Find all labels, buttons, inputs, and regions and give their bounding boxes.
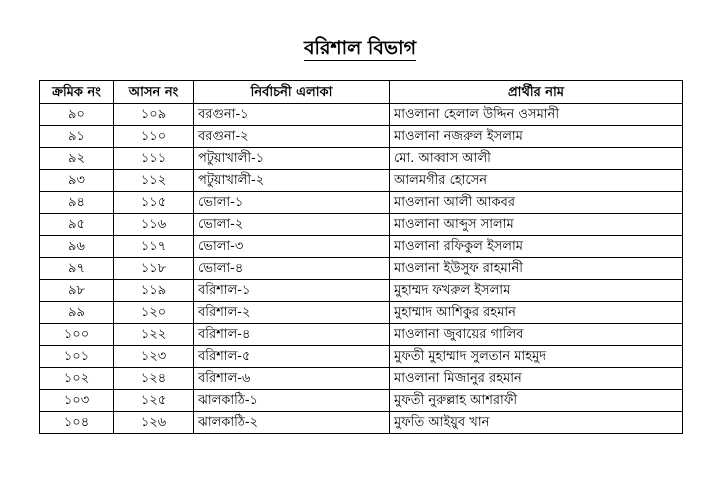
cell-area: বরিশাল-৫: [194, 346, 390, 368]
table-row: [40, 192, 683, 214]
cell-serial: ৯৪: [40, 192, 114, 214]
cell-seat: ১০৯: [114, 104, 194, 126]
cell-candidate: মুহাম্মাদ আশিকুর রহমান: [390, 302, 683, 324]
table-row: [40, 346, 683, 368]
cell-area: ভোলা-৩: [194, 236, 390, 258]
cell-area: বরগুনা-২: [194, 126, 390, 148]
cell-serial: ১০১: [40, 346, 114, 368]
cell-seat: ১১০: [114, 126, 194, 148]
cell-serial: ১০২: [40, 368, 114, 390]
cell-seat: ১২০: [114, 302, 194, 324]
table-row: [40, 170, 683, 192]
cell-area: বরিশাল-৪: [194, 324, 390, 346]
table-row: [40, 104, 683, 126]
cell-candidate: মাওলানা মিজানুর রহমান: [390, 368, 683, 390]
cell-seat: ১১৫: [114, 192, 194, 214]
cell-serial: ১০৪: [40, 412, 114, 434]
table-row: [40, 236, 683, 258]
cell-seat: ১১৯: [114, 280, 194, 302]
cell-area: পটুয়াখালী-১: [194, 148, 390, 170]
table-header-row: [40, 81, 683, 104]
page-title: [0, 36, 720, 60]
cell-area: ভোলা-১: [194, 192, 390, 214]
cell-area: বরিশাল-১: [194, 280, 390, 302]
cell-seat: ১২৫: [114, 390, 194, 412]
cell-serial: ১০০: [40, 324, 114, 346]
cell-seat: ১২৬: [114, 412, 194, 434]
cell-serial: ৯৫: [40, 214, 114, 236]
cell-candidate: মাওলানা নজরুল ইসলাম: [390, 126, 683, 148]
cell-seat: ১১২: [114, 170, 194, 192]
cell-candidate: মাওলানা হেলাল উদ্দিন ওসমানী: [390, 104, 683, 126]
header-seat: আসন নং: [114, 81, 194, 104]
cell-serial: ৯৮: [40, 280, 114, 302]
cell-area: পটুয়াখালী-২: [194, 170, 390, 192]
table-row: [40, 412, 683, 434]
table-row: [40, 390, 683, 412]
cell-serial: ৯৯: [40, 302, 114, 324]
cell-seat: ১২২: [114, 324, 194, 346]
cell-area: বরগুনা-১: [194, 104, 390, 126]
table-row: [40, 368, 683, 390]
header-serial: ক্রমিক নং: [40, 81, 114, 104]
table-row: [40, 324, 683, 346]
cell-candidate: মাওলানা জুবায়ের গালিব: [390, 324, 683, 346]
cell-area: বরিশাল-৬: [194, 368, 390, 390]
cell-serial: ১০৩: [40, 390, 114, 412]
header-area: নির্বাচনী এলাকা: [194, 81, 390, 104]
cell-serial: ৯০: [40, 104, 114, 126]
cell-candidate: মাওলানা ইউসুফ রাহমানী: [390, 258, 683, 280]
cell-seat: ১১৮: [114, 258, 194, 280]
cell-serial: ৯৭: [40, 258, 114, 280]
table-row: [40, 214, 683, 236]
table-row: [40, 280, 683, 302]
cell-candidate: মো. আব্বাস আলী: [390, 148, 683, 170]
cell-serial: ৯৩: [40, 170, 114, 192]
table-row: [40, 258, 683, 280]
cell-area: ঝালকাঠি-২: [194, 412, 390, 434]
table-row: [40, 302, 683, 324]
cell-candidate: মাওলানা রফিকুল ইসলাম: [390, 236, 683, 258]
cell-serial: ৯১: [40, 126, 114, 148]
cell-seat: ১১৭: [114, 236, 194, 258]
candidate-table: [39, 80, 683, 434]
cell-area: বরিশাল-২: [194, 302, 390, 324]
cell-serial: ৯২: [40, 148, 114, 170]
cell-area: ঝালকাঠি-১: [194, 390, 390, 412]
cell-area: ভোলা-২: [194, 214, 390, 236]
cell-seat: ১১৬: [114, 214, 194, 236]
division-title: বরিশাল বিভাগ: [303, 37, 417, 59]
cell-candidate: মুফতী নুরুল্লাহ আশরাফী: [390, 390, 683, 412]
cell-candidate: মুফতি আইয়ুব খান: [390, 412, 683, 434]
table-row: [40, 126, 683, 148]
cell-serial: ৯৬: [40, 236, 114, 258]
header-candidate: প্রার্থীর নাম: [390, 81, 683, 104]
cell-candidate: মাওলানা আলী আকবর: [390, 192, 683, 214]
cell-candidate: মাওলানা আব্দুস সালাম: [390, 214, 683, 236]
cell-candidate: মুফতী মুহাম্মাদ সুলতান মাহমুদ: [390, 346, 683, 368]
cell-candidate: আলমগীর হোসেন: [390, 170, 683, 192]
cell-seat: ১২৪: [114, 368, 194, 390]
cell-seat: ১১১: [114, 148, 194, 170]
cell-seat: ১২৩: [114, 346, 194, 368]
table-row: [40, 148, 683, 170]
cell-candidate: মুহাম্মদ ফখরুল ইসলাম: [390, 280, 683, 302]
table-body: [40, 104, 683, 434]
cell-area: ভোলা-৪: [194, 258, 390, 280]
